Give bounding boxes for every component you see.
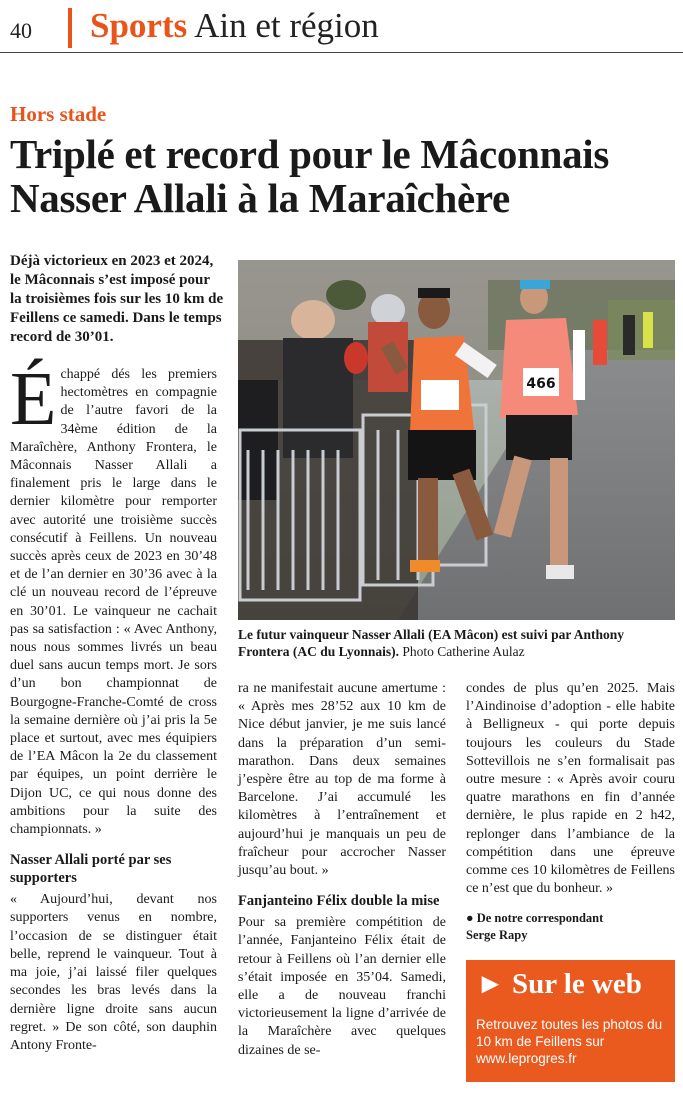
subhead-felix: Fanjanteino Félix double la mise xyxy=(238,893,440,910)
byline-role: ● De notre correspondant xyxy=(466,911,604,925)
column-1-body-2: « Aujourd’hui, devant nos supporters venus en nombre, l’occasion de se distinguer était belle, reprend le vainqueur. Tout à ma joie, j’ai laissé filer quelques secondes les bras levés dans la dernière ligne droite sans aucun regret. » De son côté, son dauphin Antony Fronte- xyxy=(10,892,217,1053)
column-1 xyxy=(10,357,217,1055)
page-number: 40 xyxy=(10,18,32,43)
column-1-body: chappé dés les premiers hectomètres en compagnie de l’autre favori de la 34ème édition de la Maraîchère, Anthony Frontera, le Mâconnais Nasser Allali a finalement pris le large dans le dernier kilomètre pour remporter avec autorité une troisième succès consécutif à Feillens. Un nouveau succès après ceux de 2023 en 30’48 et de l’an dernier en 30’36 avec à la clé un nouveau record de l’épreuve en 30’01. Le vainqueur ne cachait pas sa satisfaction : « Avec Anthony, nous nous sommes livrés un beau duel sans aucun temps mort. Je sors d’un bon championnat de Bourgogne-Franche-Comté de cross la semaine dernière où j’ai pris la 5e place et surtout, avec mes équipiers de l’EA Mâcon la 2e du classement par équipes, un point derrière le Dijon UC, ce qui nous donne des ambitions pour la suite des championnats. » xyxy=(10,367,217,838)
web-promo-text: Retrouvez toutes les photos du 10 km de Feillens sur www.leprogres.fr xyxy=(476,1017,663,1066)
drop-cap: É xyxy=(10,357,57,441)
section-name: Sports xyxy=(90,6,188,45)
byline-author: Serge Rapy xyxy=(466,928,528,942)
web-promo-box[interactable] xyxy=(466,960,675,1082)
photo-caption-text: Le futur vainqueur Nasser Allali (EA Mâcon) est suivi par Anthony Frontera (AC du Lyonnais). xyxy=(238,627,625,659)
arrow-right-icon: ► xyxy=(476,968,505,1000)
article-kicker: Hors stade xyxy=(10,102,107,126)
column-3 xyxy=(466,680,675,898)
article-headline: Triplé et record pour le Mâconnais Nasser Allali à la Maraîchère xyxy=(10,131,610,221)
section-title xyxy=(90,4,379,48)
column-2-body-2: Pour sa première compétition de l’année, Fanjanteino Félix était de retour à Feillens où l’an dernier elle s’était imposée en 35’04. Samedi, elle a de nouveau franchi victorieusement la ligne d’arrivée de la Maraîchère avec quelques dizaines de se- xyxy=(238,915,446,1058)
header-accent-bar xyxy=(68,8,72,48)
column-2-body: ra ne manifestait aucune amertume : « Après mes 28’52 aux 10 km de Nice début janvier, je me suis lancé dans la préparation d’un semi-marathon. Dans deux semaines j’espère être au top de ma forme à Barcelone. J’ai accumulé les kilomètres à l’entraînement et aujourd’hui je manquais un peu de fraîcheur pour accrocher Nasser jusqu’au bout. » xyxy=(238,681,446,879)
column-3-body: condes de plus qu’en 2025. Mais l’Aindinoise d’adoption - elle habite à Belligneux - qui porte depuis toujours les couleurs du Stade Sottevillois ne s’en formalisait pas outre mesure : « Après avoir couru quatre marathons en fin d’année dernière, le plus rapide en 2 h42, replonger dans l’ambiance de la compétition dans une épreuve comme ces 10 kilomètres de Feillens ce n’est que du bonheur. » xyxy=(466,681,675,897)
race-photo xyxy=(238,260,675,620)
web-promo-title xyxy=(476,968,642,1001)
bib-number: 466 xyxy=(526,376,556,392)
header-rule xyxy=(0,52,683,53)
race-photo-illustration xyxy=(238,260,675,620)
column-2 xyxy=(238,680,446,1060)
byline xyxy=(466,910,676,944)
web-promo-title-text: Sur le web xyxy=(511,968,642,1000)
photo-caption xyxy=(238,626,675,660)
photo-credit: Photo Catherine Aulaz xyxy=(402,644,525,659)
article-lead: Déjà victorieux en 2023 et 2024, le Mâconnais s’est imposé pour la troisièmes fois sur les 10 km de Feillens ce samedi. Dans le temps record de 30’01. xyxy=(10,253,224,345)
page-header xyxy=(0,0,683,56)
subsection-name: Ain et région xyxy=(194,6,379,45)
subhead-supporters: Nasser Allali porté par ses supporters xyxy=(10,852,172,887)
